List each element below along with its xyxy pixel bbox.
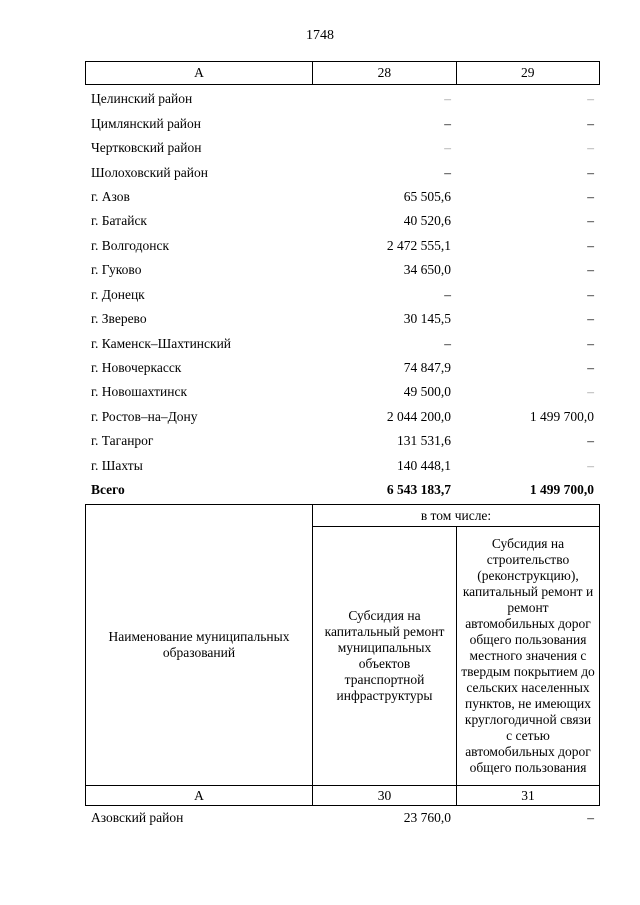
row-value-29: – xyxy=(587,384,594,400)
row-value-29: – xyxy=(587,457,594,473)
table-row xyxy=(85,808,600,828)
row-value-28: – xyxy=(444,115,451,131)
row-name: г. Донецк xyxy=(91,286,145,302)
total-value-28: 6 543 183,7 xyxy=(386,482,451,498)
row-value-29: – xyxy=(587,262,594,278)
row-value-29: – xyxy=(587,140,594,156)
row-value-29: – xyxy=(587,311,594,327)
row-value-28: 34 650,0 xyxy=(403,262,451,278)
header-municipality-name xyxy=(86,505,313,785)
table-row xyxy=(85,331,600,355)
row-name: г. Шахты xyxy=(91,457,143,473)
table-row xyxy=(85,307,600,331)
row-value-28: – xyxy=(444,335,451,351)
total-row xyxy=(85,478,600,502)
table-row xyxy=(85,380,600,404)
row-value-29: – xyxy=(587,237,594,253)
top-table-header xyxy=(85,61,600,85)
row-value-28: 30 145,5 xyxy=(403,311,451,327)
header-col-29: 29 xyxy=(521,65,535,80)
row-value-28: 74 847,9 xyxy=(403,360,451,376)
header-col-31-text: Субсидия на строительство (реконструкцию), капитальный ремонт и ремонт автомобильных дорог общего пользования местного значения с твердым покрытием до сельских населенных пунктов, не имеющих круглогодичной связи с сетью автомобильных дорог общего пользования xyxy=(461,536,595,775)
table-row xyxy=(85,185,600,209)
table-row xyxy=(85,136,600,160)
row-name: г. Гуково xyxy=(91,262,142,278)
row-value-29: 1 499 700,0 xyxy=(529,408,594,424)
table-row xyxy=(85,258,600,282)
table-row xyxy=(85,234,600,258)
row-value-29: – xyxy=(587,213,594,229)
table-row xyxy=(85,356,600,380)
row-value-29: – xyxy=(587,360,594,376)
row-value-28: 2 044 200,0 xyxy=(386,408,451,424)
footer-col-30: 30 xyxy=(313,786,457,805)
row-value-29: – xyxy=(587,188,594,204)
row-name: Азовский район xyxy=(91,810,184,825)
row-value-29: – xyxy=(587,286,594,302)
total-label: Всего xyxy=(91,482,125,498)
row-value-29: – xyxy=(587,335,594,351)
row-value-30: 23 760,0 xyxy=(403,810,451,825)
row-name: г. Зверево xyxy=(91,311,147,327)
total-value-29: 1 499 700,0 xyxy=(529,482,594,498)
row-name: Целинский район xyxy=(91,91,193,107)
bottom-table-column-numbers xyxy=(86,785,599,805)
row-value-28: 2 472 555,1 xyxy=(386,237,451,253)
table-row xyxy=(85,454,600,478)
header-col-30-text: Субсидия на капитальный ремонт муниципальных объектов транспортной инфраструктуры xyxy=(324,608,445,703)
table-row xyxy=(85,111,600,135)
row-value-28: – xyxy=(444,164,451,180)
row-name: г. Новочеркасск xyxy=(91,360,182,376)
footer-col-31: 31 xyxy=(521,787,535,803)
row-name: г. Азов xyxy=(91,188,130,204)
row-name: Шолоховский район xyxy=(91,164,208,180)
row-value-29: – xyxy=(587,433,594,449)
row-name: г. Таганрог xyxy=(91,433,154,449)
row-name: г. Волгодонск xyxy=(91,237,170,253)
row-name: г. Батайск xyxy=(91,213,147,229)
row-value-29: – xyxy=(587,115,594,131)
table-row xyxy=(85,160,600,184)
top-table-body xyxy=(85,87,600,502)
table-row xyxy=(85,405,600,429)
row-value-28: 40 520,6 xyxy=(403,213,451,229)
header-col-31 xyxy=(457,527,599,785)
row-value-28: 131 531,6 xyxy=(397,433,451,449)
header-col-28: 28 xyxy=(313,62,456,84)
row-value-28: 49 500,0 xyxy=(403,384,451,400)
row-name: Чертковский район xyxy=(91,140,202,156)
row-value-28: – xyxy=(444,91,451,107)
row-name: г. Новошахтинск xyxy=(91,384,187,400)
row-name: Цимлянский район xyxy=(91,115,202,131)
table-row xyxy=(85,209,600,233)
header-municipality-name-text: Наименование муниципальных образований xyxy=(108,629,290,660)
row-value-28: 65 505,6 xyxy=(403,188,451,204)
row-value-29: – xyxy=(587,91,594,107)
row-value-28: 140 448,1 xyxy=(397,457,451,473)
table-row xyxy=(85,429,600,453)
table-row xyxy=(85,283,600,307)
row-value-28: – xyxy=(444,286,451,302)
row-name: г. Каменск–Шахтинский xyxy=(91,335,232,351)
row-name: г. Ростов–на–Дону xyxy=(91,408,198,424)
header-col-a: А xyxy=(86,62,313,84)
page-number: 1748 xyxy=(306,28,334,43)
header-col-30 xyxy=(313,527,457,785)
header-including: в том числе: xyxy=(313,505,599,527)
row-value-29: – xyxy=(587,164,594,180)
footer-col-a: А xyxy=(86,786,313,805)
row-value-31: – xyxy=(587,810,594,825)
row-value-28: – xyxy=(444,140,451,156)
table-row xyxy=(85,87,600,111)
bottom-table-header xyxy=(85,504,600,806)
